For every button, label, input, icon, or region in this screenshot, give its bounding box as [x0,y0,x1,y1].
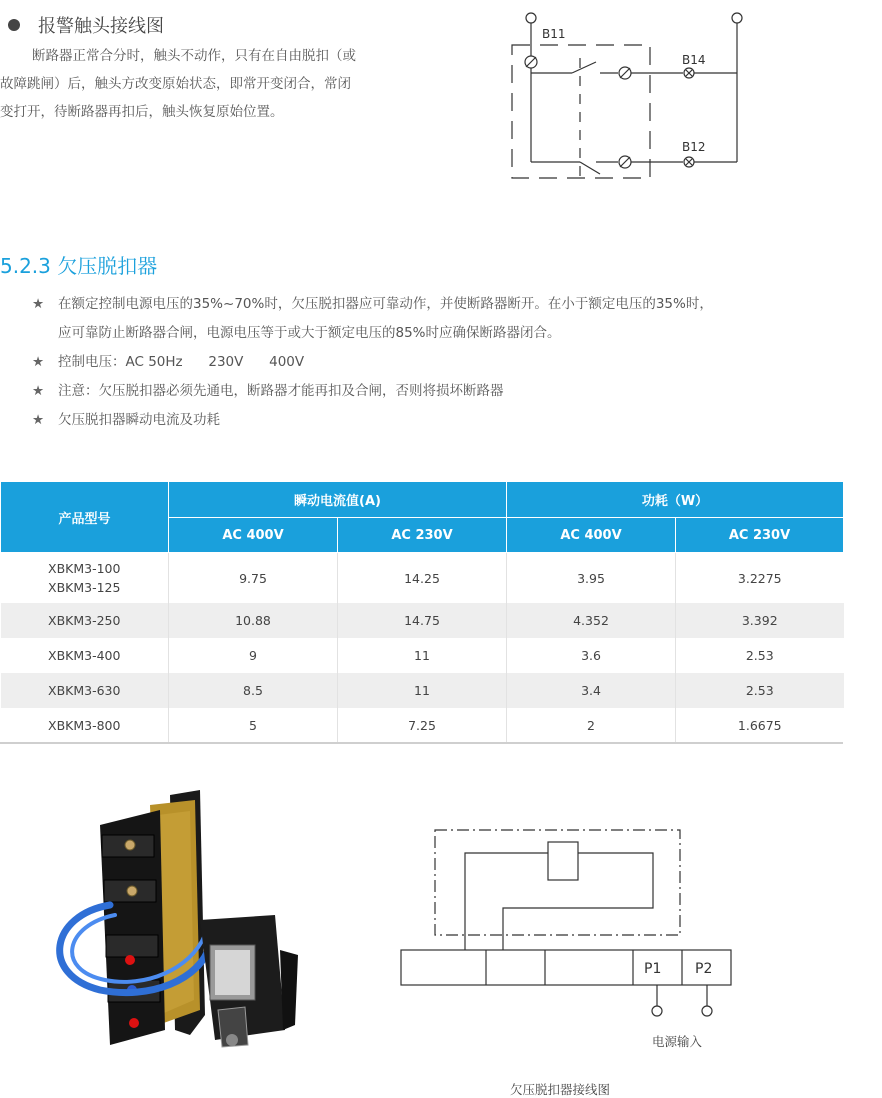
undervoltage-release-product-image [40,785,310,1060]
cell-value: 11 [338,673,507,708]
table-row [1,638,844,673]
bullet-dot-icon [8,19,20,31]
header-power: 功耗（W） [507,482,844,518]
header-current: 瞬动电流值(A) [169,482,507,518]
subheader-power-400: AC 400V [507,518,676,553]
label-p2: P2 [695,961,713,977]
model-line: XBKM3-125 [48,580,121,595]
bullet-item [32,406,862,435]
cell-value: 1.6675 [676,708,844,743]
spec-table [0,481,844,743]
bullet-item [32,290,862,348]
label-b12: B12 [682,140,706,154]
alarm-desc-line-3: 变打开，待断路器再扣后，触头恢复原始位置。 [0,104,284,120]
cell-value: 14.25 [338,553,507,604]
table-row [1,708,844,743]
label-b14: B14 [682,53,706,67]
cell-model [1,553,169,604]
alarm-description [0,42,445,126]
section-title: 5.2.3 欠压脱扣器 [0,254,158,278]
subheader-current-230: AC 230V [338,518,507,553]
cell-value: 9.75 [169,553,338,604]
star-icon: ★ [32,296,45,312]
cell-value: 10.88 [169,603,338,638]
cell-value: 3.4 [507,673,676,708]
cell-value: 9 [169,638,338,673]
cell-value: 8.5 [169,673,338,708]
cell-model: XBKM3-250 [1,603,169,638]
subheader-power-230: AC 230V [676,518,844,553]
terminal-left-icon [526,13,536,23]
cell-value: 3.95 [507,553,676,604]
bullet-list [32,290,862,435]
diagram-caption: 欠压脱扣器接线图 [510,1082,611,1097]
star-icon: ★ [32,412,45,428]
table-bottom-rule [0,742,843,744]
bullet-text: 欠压脱扣器瞬动电流及功耗 [58,412,220,428]
cell-value: 4.352 [507,603,676,638]
bullet-text: 控制电压：AC 50Hz 230V 400V [58,354,305,370]
bullet-text: 注意：欠压脱扣器必须先通电，断路器才能再扣及合闸，否则将损坏断路器 [58,383,504,399]
bullet-item [32,377,862,406]
alarm-desc-line-2: 故障跳闸）后，触头方改变原始状态，即常开变闭合，常闭 [0,76,351,92]
header-model: 产品型号 [1,482,169,553]
alarm-contact-diagram [500,0,760,190]
star-icon: ★ [32,354,45,370]
bullet-item [32,348,862,377]
cell-value: 2.53 [676,673,844,708]
table-row [1,603,844,638]
cell-value: 3.6 [507,638,676,673]
bullet-text: 应可靠防止断路器合闸，电源电压等于或大于额定电压的85%时应确保断路器闭合。 [58,325,561,341]
table-row [1,553,844,604]
cell-model: XBKM3-630 [1,673,169,708]
table-row [1,673,844,708]
cell-value: 14.75 [338,603,507,638]
star-icon: ★ [32,383,45,399]
cell-model: XBKM3-800 [48,718,121,733]
label-p1: P1 [644,961,662,977]
cell-value: 3.392 [676,603,844,638]
cell-value: 7.25 [338,708,507,743]
cell-value: 3.2275 [676,553,844,604]
terminal-right-icon [732,13,742,23]
alarm-desc-line-1: 断路器正常合分时，触头不动作，只有在自由脱扣（或 [32,48,356,64]
alarm-title-text: 报警触头接线图 [38,16,164,37]
cell-value: 2.53 [676,638,844,673]
cell-value: 5 [169,708,338,743]
subheader-current-400: AC 400V [169,518,338,553]
bullet-text: 在额定控制电源电压的35%~70%时，欠压脱扣器应可靠动作，并使断路器断开。在小于额定电压的35%时， [58,296,713,312]
power-input-label: 电源输入 [652,1034,703,1049]
label-b11: B11 [542,27,566,41]
cell-model: XBKM3-400 [48,648,121,663]
cell-value: 11 [338,638,507,673]
undervoltage-wiring-diagram [395,820,740,1025]
alarm-section-title [8,12,164,38]
model-line: XBKM3-100 [48,561,121,576]
cell-value: 2 [507,708,676,743]
